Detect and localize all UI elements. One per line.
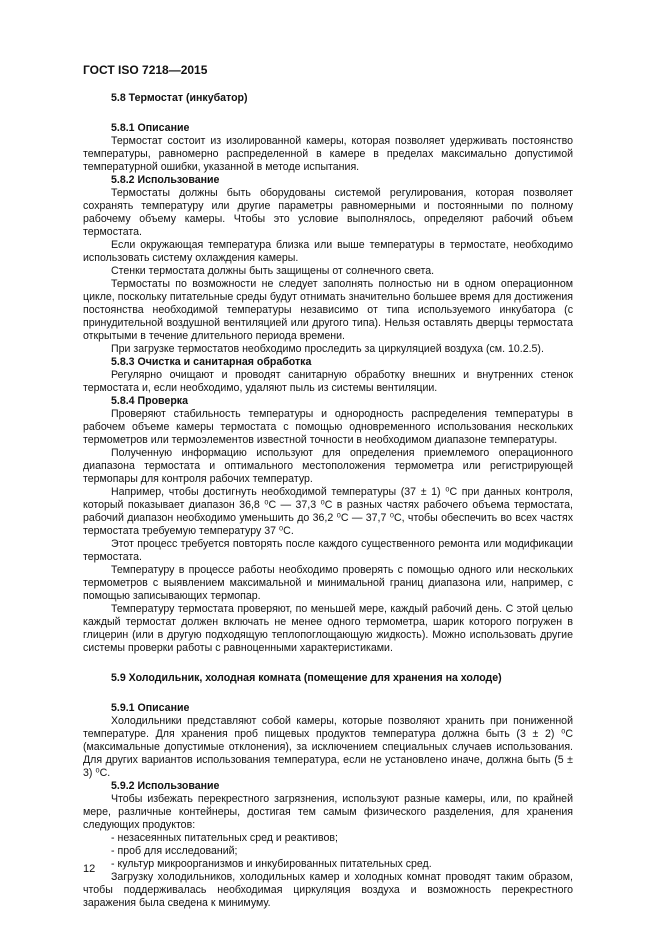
section-5-8-title: 5.8 Термостат (инкубатор) [111,92,248,104]
paragraph: Если окружающая температура близка или выше температуры в термостате, необходимо использовать систему охлаждения камеры. [83,239,573,264]
paragraph: Стенки термостата должны быть защищены от солнечного света. [111,265,435,277]
paragraph: Регулярно очищают и проводят санитарную обработку внешних и внутренних стенок термостата и, если необходимо, удаляют пыль из системы вентиляции. [83,369,573,394]
paragraph: Холодильники представляют собой камеры, которые позволяют хранить при пониженной температуре. Для хранения проб пищевых продуктов температура должна быть (3 ± 2) ⁰С (максимальные допустимые отклонения), за исключением специальных случаев использования. Для других вариантов использования температура, если не установлено иначе, должна быть (5 ± 3) ⁰С. [83,715,573,779]
list-item: - культур микроорганизмов и инкубированных питательных сред. [111,858,432,870]
list-item: - проб для исследований; [111,845,238,857]
paragraph: Чтобы избежать перекрестного загрязнения, используют разные камеры, или, по крайней мере, различные контейнеры, достигая тем самым физического разделения, для хранения следующих продуктов: [83,793,573,831]
page-number: 12 [83,863,96,875]
list-item: - незасеянных питательных сред и реактивов; [111,832,338,844]
section-5-9-1-title: 5.9.1 Описание [111,702,190,714]
paragraph: Полученную информацию используют для определения приемлемого операционного диапазона термостата и оптимального местоположения термометра или регистрирующей термопары для контроля рабочих температур. [83,447,573,485]
paragraph: Например, чтобы достигнуть необходимой температуры (37 ± 1) ⁰С при данных контроля, который показывает диапазон 36,8 ⁰С — 37,3 ⁰С в разных частях рабочего объема термостата, рабочий диапазон необходимо уменьшить до 36,2 ⁰С — 37,7 ⁰С, чтобы обеспечить во всех частях термостата требуемую температуру 37 ⁰С. [83,486,573,537]
paragraph: Температуру в процессе работы необходимо проверять с помощью одного или нескольких термометров с выявлением максимальной и минимальной границ диапазона или, например, с помощью записывающих термопар. [83,564,573,602]
section-5-9-title: 5.9 Холодильник, холодная комната (помещение для хранения на холоде) [111,672,502,684]
document-body [83,92,573,910]
paragraph: Термостаты по возможности не следует заполнять полностью ни в одном операционном цикле, поскольку питательные среды будут отнимать значительно большее время для достижения постоянства необходимой температуры независимо от типа используемого инкубатора (с принудительной воздушной вентиляцией или другого типа). Нельзя оставлять дверцы термостата открытыми в течение длительного периода времени. [83,278,573,342]
document-header: ГОСТ ISO 7218—2015 [83,63,208,77]
paragraph: Температуру термостата проверяют, по меньшей мере, каждый рабочий день. С этой целью каждый термостат должен включать не менее одного термометра, шарик которого погружен в глицерин (или в другую подходящую теплопоглощающую жидкость). Можно использовать другие системы проверки работы с равноценными характеристиками. [83,603,573,654]
paragraph: При загрузке термостатов необходимо проследить за циркуляцией воздуха (см. 10.2.5). [111,343,544,355]
paragraph: Этот процесс требуется повторять после каждого существенного ремонта или модификации термостата. [83,538,573,563]
section-5-9-2-title: 5.9.2 Использование [111,780,220,792]
paragraph: Загрузку холодильников, холодильных камер и холодных комнат проводят таким образом, чтобы поддерживалась необходимая циркуляция воздуха и возможность перекрестного заражения была сведена к минимуму. [83,871,573,909]
section-5-8-3-title: 5.8.3 Очистка и санитарная обработка [111,356,312,368]
section-5-8-2-title: 5.8.2 Использование [111,174,220,186]
paragraph: Проверяют стабильность температуры и однородность распределения температуры в рабочем объеме камеры термостата с помощью одновременного использования нескольких термометров или термоэлементов известной точности в необходимом диапазоне температуры. [83,408,573,446]
section-5-8-1-title: 5.8.1 Описание [111,122,190,134]
paragraph: Термостаты должны быть оборудованы системой регулирования, которая позволяет сохранять температуру или другие параметры равномерными и постоянными по полному рабочему объему камеры. Чтобы это условие выполнялось, определяют рабочий объем термостата. [83,187,573,238]
paragraph: Термостат состоит из изолированной камеры, которая позволяет удерживать постоянство температуры, равномерно распределенной в камере в пределах максимально допустимой температурной ошибки, указанной в методе испытания. [83,135,573,173]
section-5-8-4-title: 5.8.4 Проверка [111,395,188,407]
